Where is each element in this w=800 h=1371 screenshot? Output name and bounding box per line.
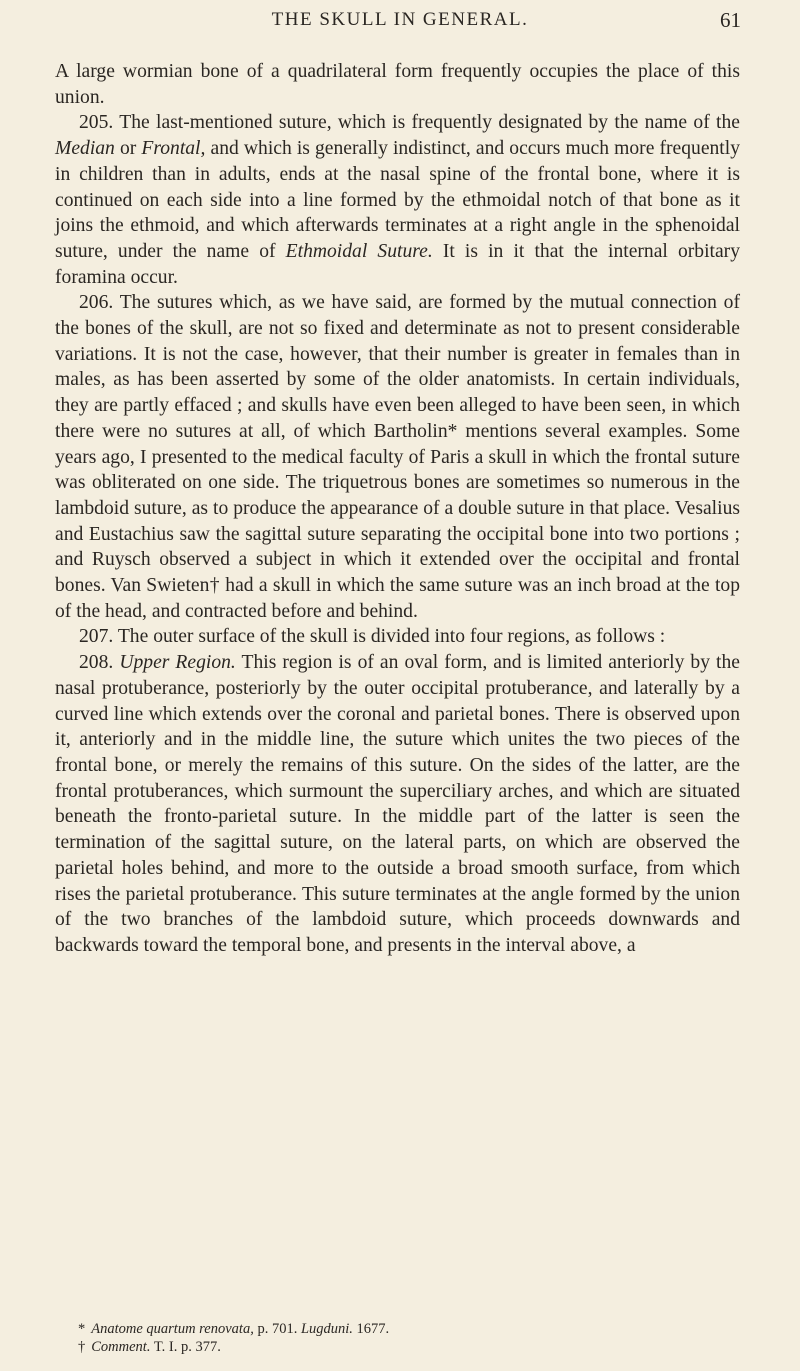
footnote-title: Comment.: [91, 1339, 151, 1355]
paragraph-text: or: [114, 138, 142, 160]
footnote-year: 1677.: [352, 1321, 390, 1337]
paragraph-continuation: [55, 59, 740, 110]
italic-term: Median: [55, 138, 115, 160]
paragraph-text: 206. The sutures which, as we have said, are formed by the mutual connection of the bones of the skull, are not so fixed and determinate as not to present considerable variations. It is not the case, however, that their number is greater in females than in males, as has been asserted by some of the older anatomists. In certain individuals, they are partly effaced ; and skulls have even been alleged to have been seen, in which there were no sutures at all, of which Bartholin* mentions several examples. Some years ago, I presented to the medical faculty of Paris a skull in which the frontal suture was obliterated on one side. The triquetrous bones are sometimes so numerous in the lambdoid suture, as to produce the appearance of a double suture in that place. Vesalius and Eustachius saw the sagittal suture separating the occipital bone into two portions ; and Ruysch observed a subject in which it extended over the occipital and frontal bones. Van Swieten† had a skull in which the same suture was an inch broad at the top of the head, and contracted before and behind.: [55, 292, 740, 622]
running-title: THE SKULL IN GENERAL.: [271, 9, 529, 30]
italic-term: Frontal,: [141, 138, 206, 160]
paragraph-206: [55, 290, 740, 624]
footnote-ref: T. I. p. 377.: [150, 1339, 221, 1355]
footnotes: [78, 1320, 718, 1356]
italic-term: Ethmoidal Suture.: [285, 240, 433, 262]
footnote-mark: †: [78, 1339, 86, 1355]
footnote-page: p. 701.: [253, 1321, 301, 1337]
footnote: [78, 1338, 718, 1356]
paragraph-205: [55, 110, 740, 290]
paragraph-text: 207. The outer surface of the skull is divided into four regions, as follows :: [79, 626, 666, 648]
paragraph-208: [55, 650, 740, 958]
paragraph-text: It is in it that the internal orbitary foramina occur.: [55, 240, 740, 288]
section-heading: Upper Region.: [119, 652, 236, 674]
footnote: [78, 1320, 718, 1338]
paragraph-text: and which is generally indistinct, and occurs much more frequently in children than in adults, ends at the nasal spine of the frontal bone, where it is continued on each side into a line formed by the ethmoidal notch of that bone as it joins the ethmoid, and which afterwards terminates at a right angle in the sphenoidal suture, under the name of: [55, 138, 740, 262]
paragraph-text: This region is of an oval form, and is limited anteriorly by the nasal protuberance, posteriorly by the outer occipital protuberance, and laterally by a curved line which extends over the coronal and parietal bones. There is observed upon it, anteriorly and in the middle line, the suture which unites the two pieces of the frontal bone, or merely the remains of this suture. On the sides of the latter, are the frontal protuberances, which surmount the superciliary arches, and which are situated beneath the fronto-parietal suture. In the middle part of the latter is seen the termination of the sagittal suture, on the lateral parts, on which are observed the parietal holes behind, and more to the outside a broad smooth surface, from which rises the parietal protuberance. This suture terminates at the angle formed by the union of the two branches of the lambdoid suture, which proceeds downwards and backwards toward the temporal bone, and presents in the interval above, a: [55, 652, 740, 956]
body-text: [55, 59, 740, 959]
footnote-place: Lugduni.: [300, 1321, 353, 1337]
paragraph-207: [55, 624, 740, 650]
footnote-mark: *: [78, 1321, 86, 1337]
footnote-title: Anatome quartum renovata,: [91, 1321, 254, 1337]
paragraph-number: 208.: [79, 652, 120, 674]
page-number: 61: [720, 8, 741, 32]
running-head: [0, 4, 800, 36]
paragraph-text: A large wormian bone of a quadrilateral form frequently occupies the place of this union.: [55, 61, 740, 108]
paragraph-text: 205. The last-mentioned suture, which is frequently designated by the name of the: [79, 112, 740, 134]
